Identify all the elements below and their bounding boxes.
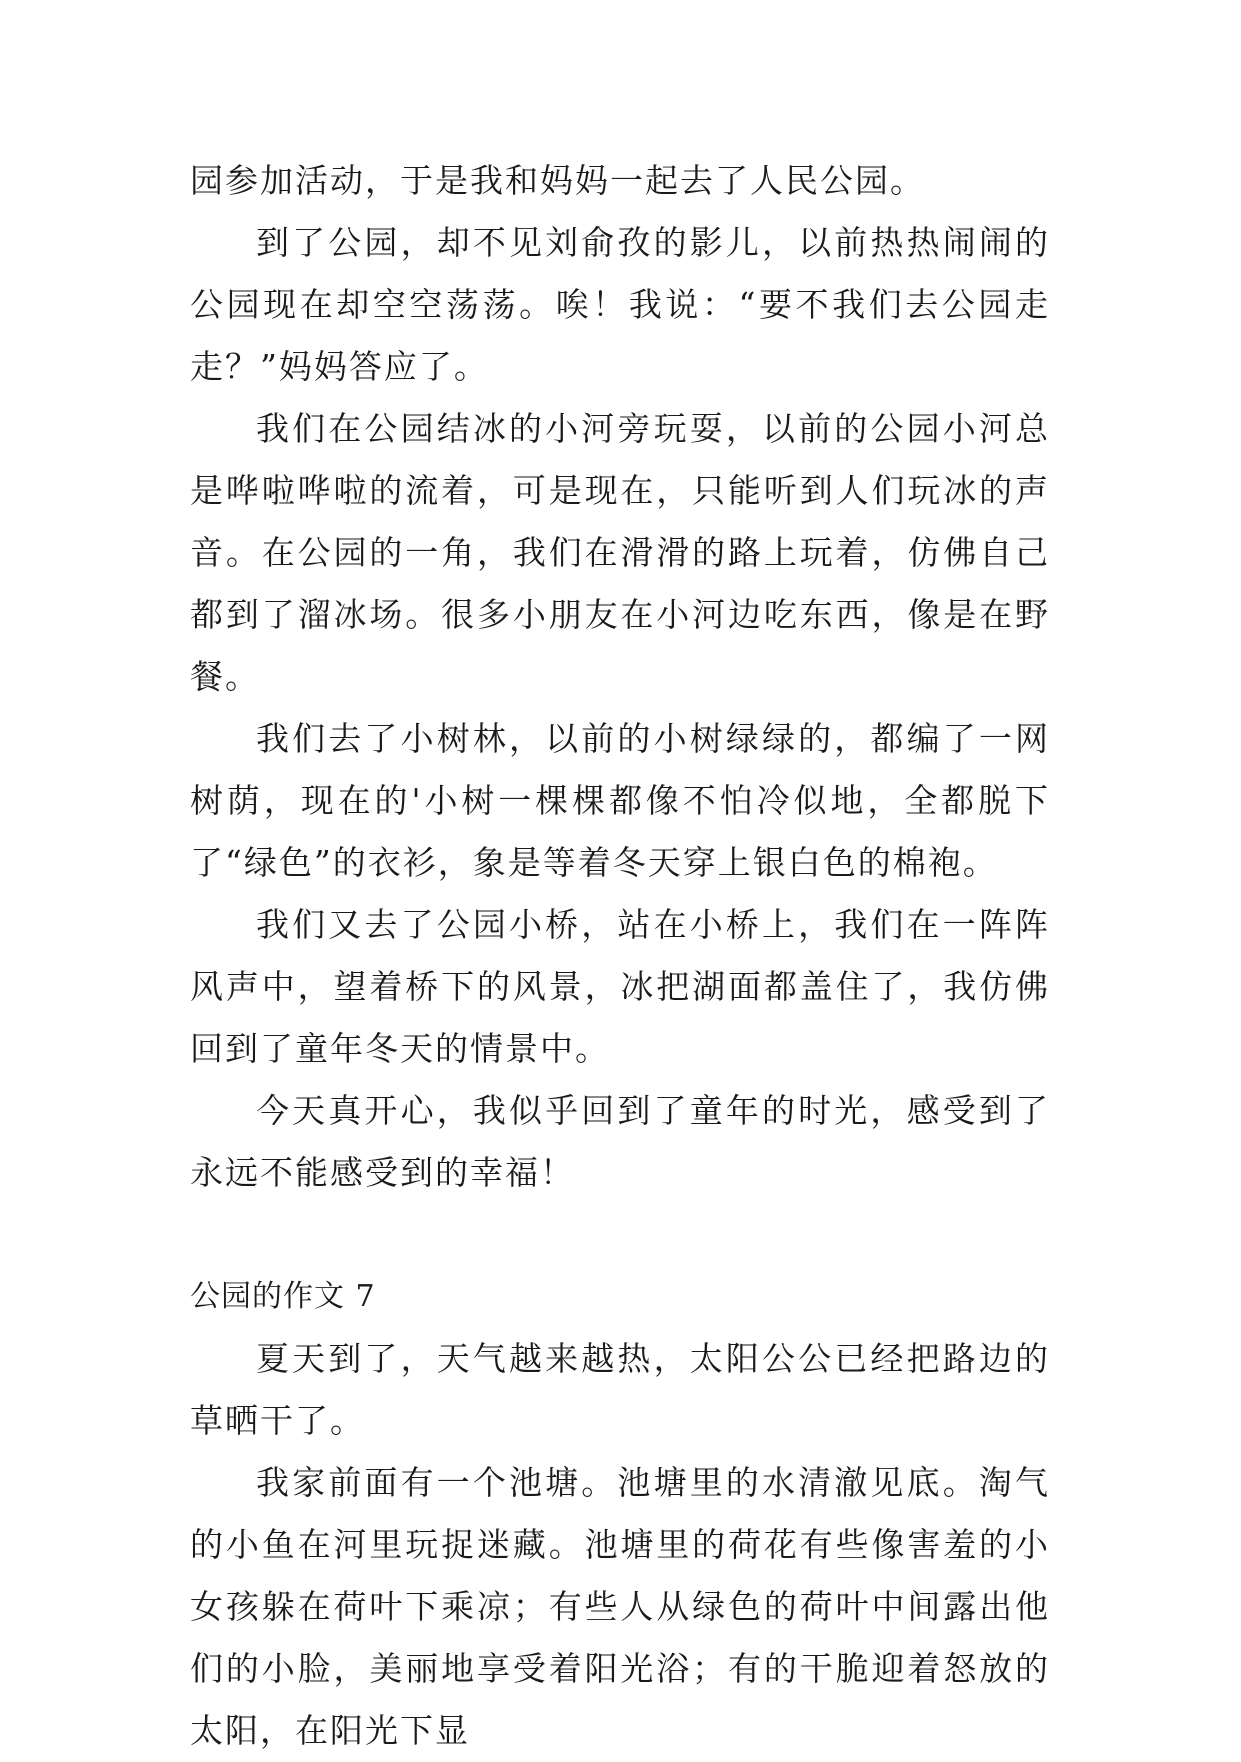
- paragraph: 我家前面有一个池塘。池塘里的水清澈见底。淘气的小鱼在河里玩捉迷藏。池塘里的荷花有些像害羞的小女孩躲在荷叶下乘凉；有些人从绿色的荷叶中间露出他们的小脸，美丽地享受着阳光浴；有的干脆迎着怒放的太阳，在阳光下显: [190, 1463, 1050, 1750]
- document-body: [190, 150, 1050, 1762]
- paragraph: 夏天到了，天气越来越热，太阳公公已经把路边的草晒干了。: [190, 1339, 1050, 1440]
- paragraph: 我们在公园结冰的小河旁玩耍，以前的公园小河总是哗啦哗啦的流着，可是现在，只能听到人们玩冰的声音。在公园的一角，我们在滑滑的路上玩着，仿佛自己都到了溜冰场。很多小朋友在小河边吃东西，像是在野餐。: [190, 409, 1050, 696]
- paragraph: 到了公园，却不见刘俞孜的影儿，以前热热闹闹的公园现在却空空荡荡。唉！我说：“要不我们去公园走走？”妈妈答应了。: [190, 223, 1050, 386]
- paragraph-continued: 园参加活动，于是我和妈妈一起去了人民公园。: [190, 161, 925, 200]
- paragraph: 今天真开心，我似乎回到了童年的时光，感受到了永远不能感受到的幸福！: [190, 1091, 1050, 1192]
- paragraph: 我们又去了公园小桥，站在小桥上，我们在一阵阵风声中，望着桥下的风景，冰把湖面都盖住了，我仿佛回到了童年冬天的情景中。: [190, 905, 1050, 1068]
- paragraph: 我们去了小树林，以前的小树绿绿的，都编了一网树荫，现在的'小树一棵棵都像不怕冷似地，全都脱下了“绿色”的衣衫，象是等着冬天穿上银白色的棉袍。: [190, 719, 1050, 882]
- section-title: 公园的作文 7: [190, 1279, 376, 1314]
